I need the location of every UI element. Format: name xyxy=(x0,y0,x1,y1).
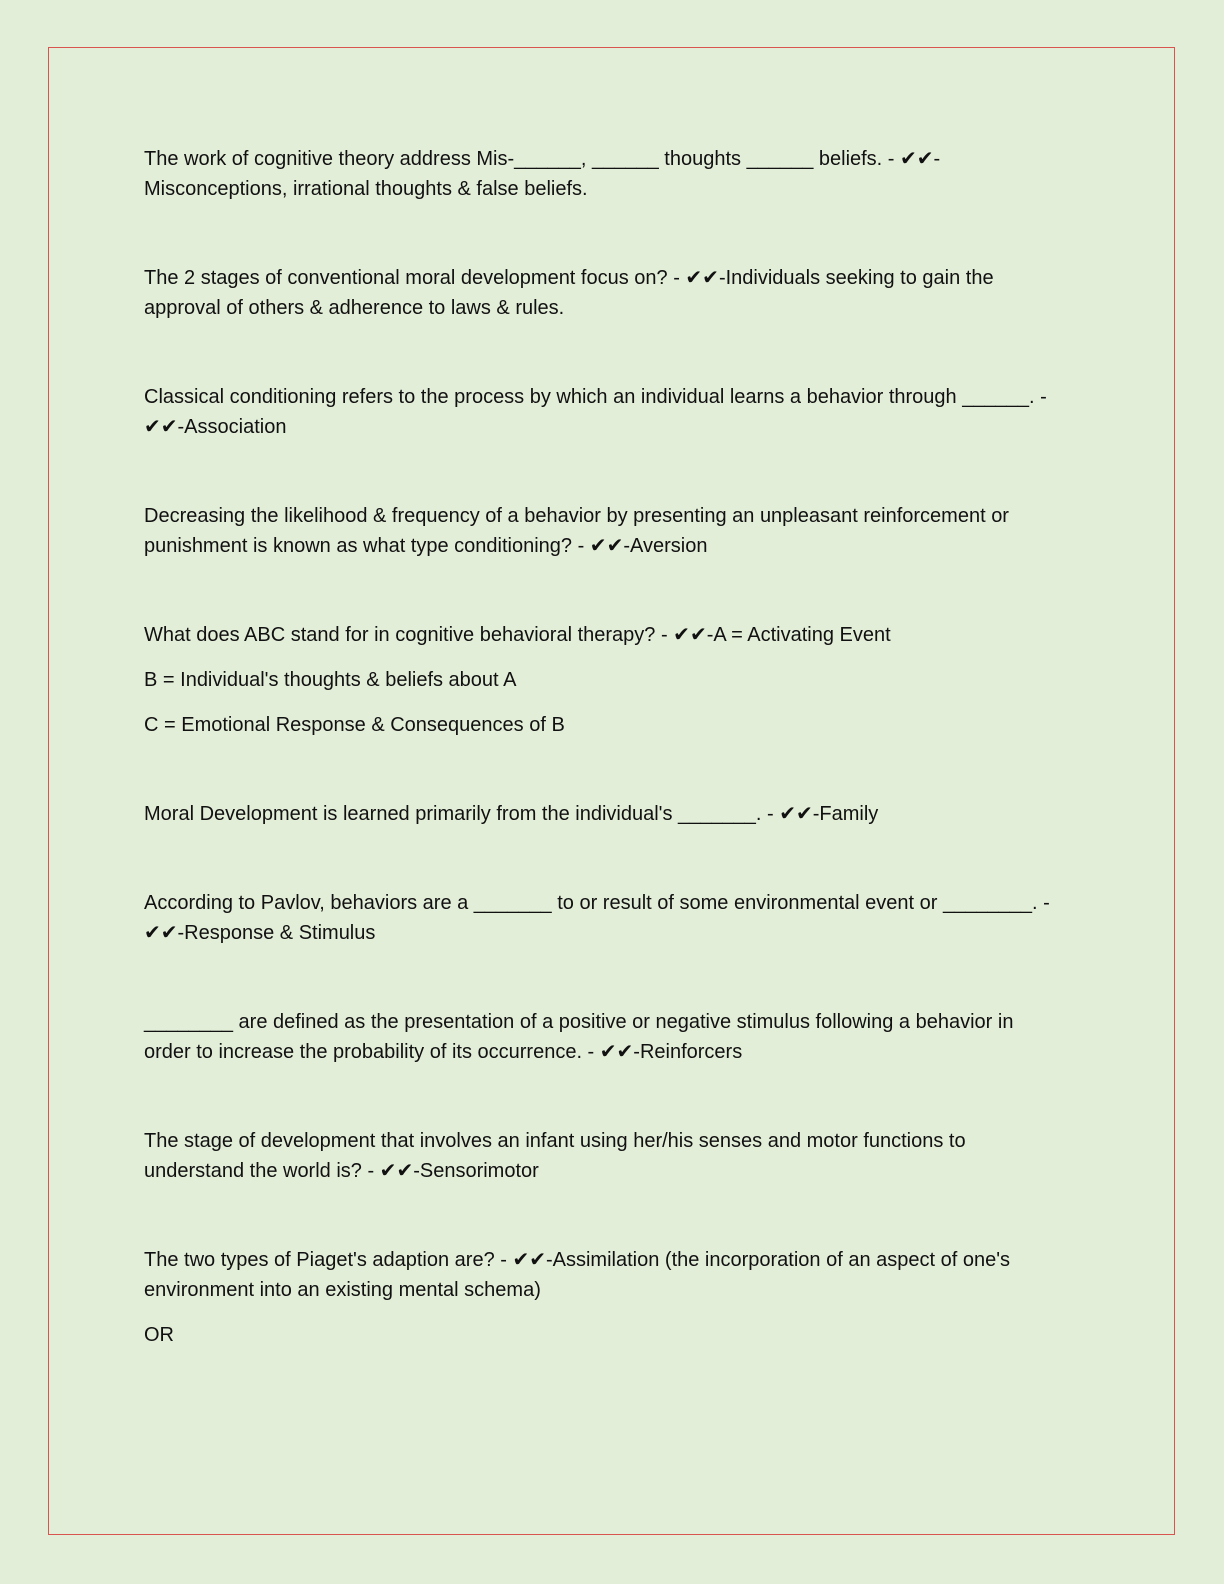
qa-item xyxy=(144,1007,1064,1067)
qa-text: The 2 stages of conventional moral development focus on? - ✔✔-Individuals seeking to gain the approval of others & adherence to laws & rules. xyxy=(144,267,994,319)
qa-text: Moral Development is learned primarily from the individual's _______. - ✔✔-Family xyxy=(144,803,879,825)
qa-item xyxy=(144,263,1064,323)
qa-item xyxy=(144,501,1064,561)
qa-text: According to Pavlov, behaviors are a _______ to or result of some environmental event or ________. - ✔✔-Response & Stimulus xyxy=(144,892,1050,944)
qa-item xyxy=(144,1126,1064,1186)
qa-text: Decreasing the likelihood & frequency of a behavior by presenting an unpleasant reinforcement or punishment is known as what type conditioning? - ✔✔-Aversion xyxy=(144,505,1009,557)
qa-text: C = Emotional Response & Consequences of B xyxy=(144,714,565,736)
qa-item xyxy=(144,799,1064,829)
qa-text: Classical conditioning refers to the process by which an individual learns a behavior through ______. - ✔✔-Association xyxy=(144,386,1047,438)
qa-text: B = Individual's thoughts & beliefs about A xyxy=(144,669,517,691)
qa-text: The two types of Piaget's adaption are? - ✔✔-Assimilation (the incorporation of an aspect of one's environment into an existing mental schema) xyxy=(144,1249,1011,1301)
qa-item xyxy=(144,888,1064,948)
document-body xyxy=(144,144,1064,1409)
qa-text: The work of cognitive theory address Mis-______, ______ thoughts ______ beliefs. - ✔✔-Misconceptions, irrational thoughts & false beliefs. xyxy=(144,148,941,200)
qa-text: OR xyxy=(144,1324,174,1346)
qa-text: The stage of development that involves an infant using her/his senses and motor functions to understand the world is? - ✔✔-Sensorimotor xyxy=(144,1130,966,1182)
qa-text: What does ABC stand for in cognitive behavioral therapy? - ✔✔-A = Activating Event xyxy=(144,624,891,646)
qa-item xyxy=(144,1245,1064,1350)
qa-item xyxy=(144,620,1064,740)
qa-item xyxy=(144,144,1064,204)
qa-text: ________ are defined as the presentation of a positive or negative stimulus following a behavior in order to increase the probability of its occurrence. - ✔✔-Reinforcers xyxy=(144,1011,1014,1063)
qa-item xyxy=(144,382,1064,442)
